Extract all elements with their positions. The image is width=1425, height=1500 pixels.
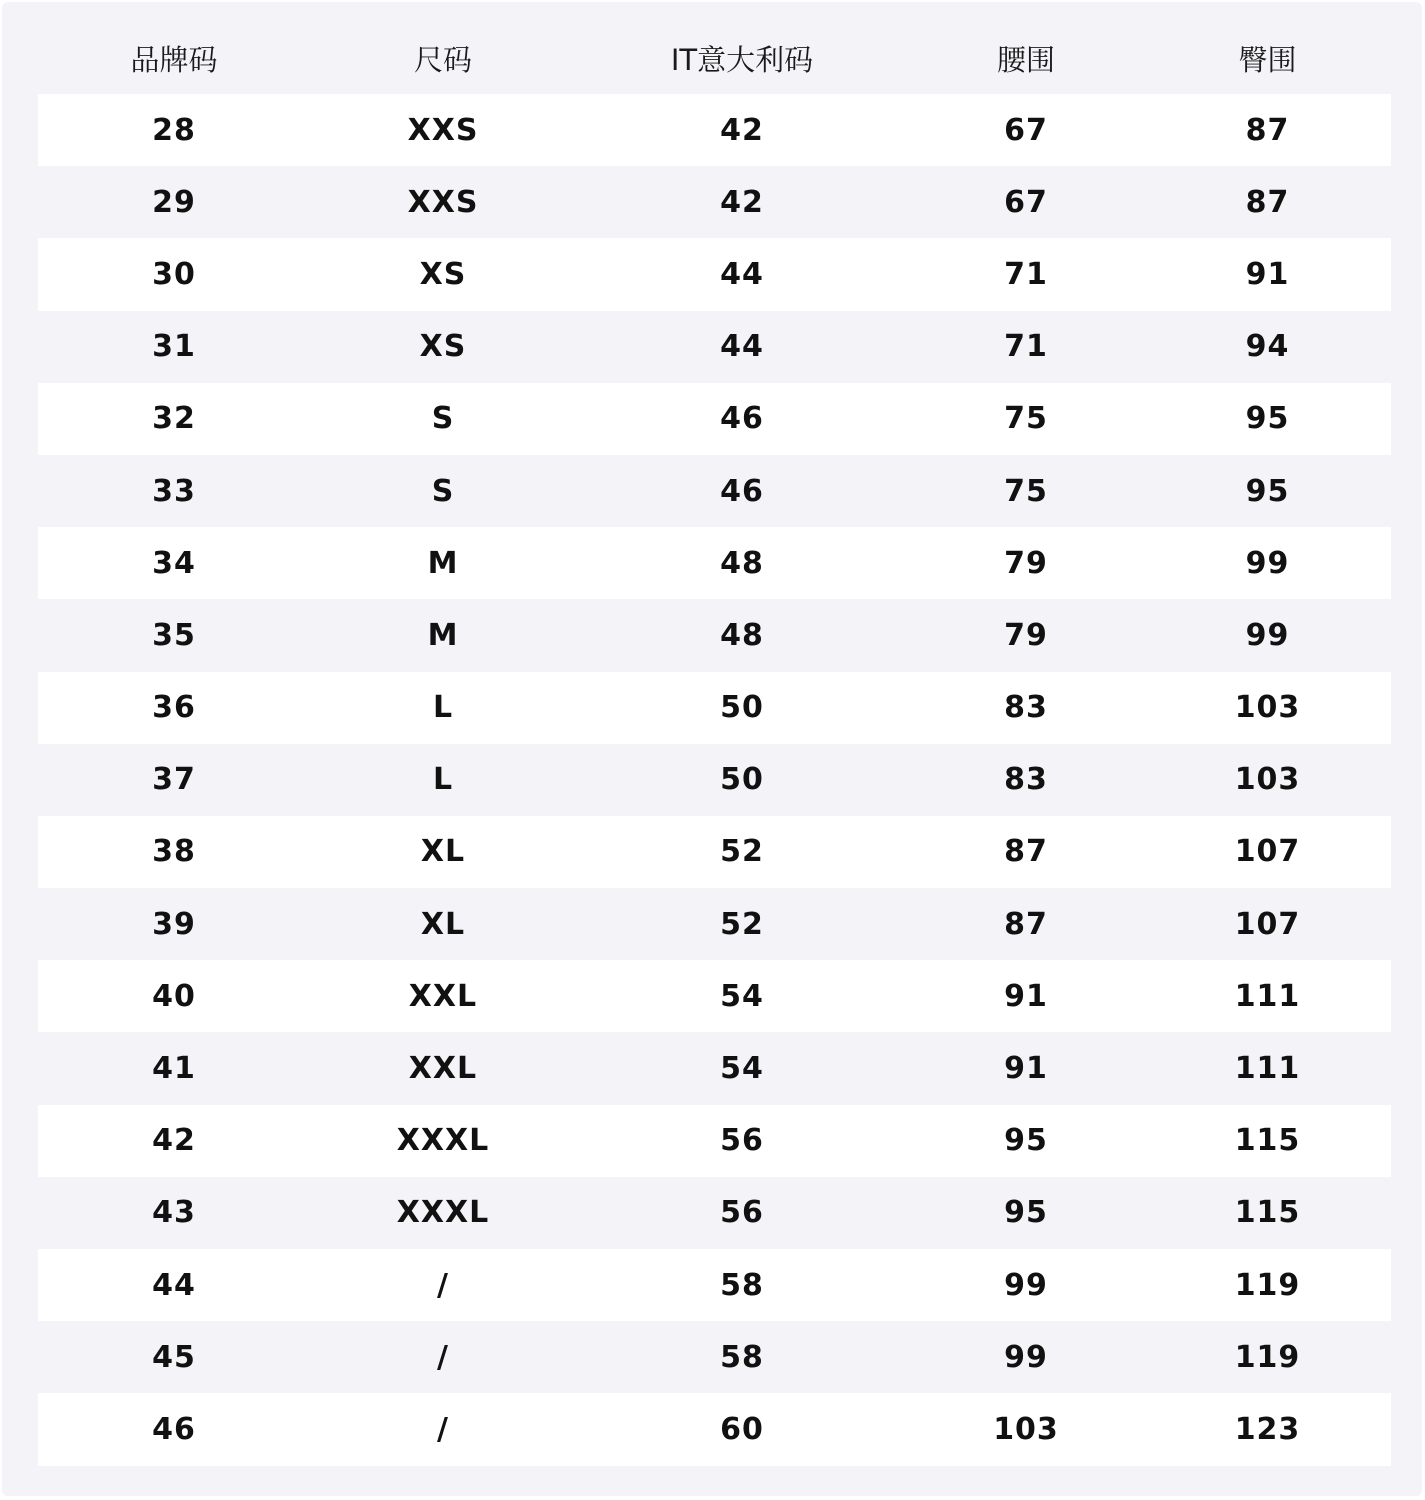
table-row — [38, 816, 1391, 888]
cell-size: S — [431, 473, 455, 509]
cell-size: L — [432, 762, 454, 798]
cell-waist: 79 — [1004, 617, 1048, 653]
cell-it-size: 56 — [720, 1195, 764, 1231]
size-chart-panel — [2, 2, 1422, 1496]
cell-it-size: 54 — [720, 978, 764, 1014]
cell-waist: 95 — [1004, 1195, 1048, 1231]
cell-hip: 87 — [1245, 184, 1290, 220]
cell-it-size: 50 — [720, 762, 764, 798]
cell-size: / — [437, 1411, 449, 1447]
cell-hip: 123 — [1234, 1411, 1301, 1447]
cell-brand-size: 39 — [152, 906, 196, 942]
size-chart-table — [38, 22, 1391, 1466]
cell-hip: 107 — [1234, 834, 1301, 870]
cell-brand-size: 37 — [152, 762, 196, 798]
cell-size: XXXL — [396, 1123, 490, 1159]
cell-it-size: 48 — [720, 545, 764, 581]
header-size: 尺码 — [413, 42, 472, 77]
cell-hip: 95 — [1245, 401, 1290, 437]
cell-hip: 103 — [1234, 690, 1301, 726]
cell-hip: 115 — [1234, 1123, 1301, 1159]
cell-hip: 87 — [1245, 112, 1290, 148]
cell-size: S — [431, 401, 455, 437]
header-hip: 臀围 — [1238, 42, 1297, 77]
cell-it-size: 52 — [720, 834, 764, 870]
cell-it-size: 46 — [720, 473, 764, 509]
cell-brand-size: 32 — [152, 401, 196, 437]
cell-it-size: 44 — [720, 256, 764, 292]
table-row — [38, 383, 1391, 455]
cell-hip: 111 — [1234, 1051, 1301, 1087]
table-row — [38, 455, 1391, 527]
cell-it-size: 44 — [720, 329, 764, 365]
cell-size: XXL — [408, 978, 478, 1014]
cell-brand-size: 35 — [152, 617, 196, 653]
table-row — [38, 672, 1391, 744]
cell-brand-size: 44 — [152, 1267, 196, 1303]
cell-waist: 67 — [1004, 112, 1048, 148]
cell-it-size: 60 — [720, 1411, 764, 1447]
cell-hip: 115 — [1234, 1195, 1301, 1231]
cell-brand-size: 36 — [152, 690, 196, 726]
cell-waist: 75 — [1004, 473, 1048, 509]
cell-brand-size: 34 — [152, 545, 196, 581]
cell-hip: 111 — [1234, 978, 1301, 1014]
cell-hip: 119 — [1234, 1339, 1301, 1375]
cell-waist: 75 — [1004, 401, 1048, 437]
cell-it-size: 46 — [720, 401, 764, 437]
cell-it-size: 54 — [720, 1051, 764, 1087]
cell-waist: 83 — [1004, 690, 1048, 726]
table-row — [38, 1393, 1391, 1465]
table-row — [38, 238, 1391, 310]
table-row — [38, 311, 1391, 383]
table-row — [38, 1249, 1391, 1321]
table-row — [38, 744, 1391, 816]
cell-size: M — [427, 545, 459, 581]
cell-brand-size: 29 — [152, 184, 196, 220]
header-waist: 腰围 — [996, 42, 1055, 77]
cell-size: XXXL — [396, 1195, 490, 1231]
cell-size: M — [427, 617, 459, 653]
cell-size: XXS — [407, 184, 479, 220]
cell-size: XL — [420, 834, 466, 870]
cell-size: XS — [419, 329, 467, 365]
table-row — [38, 1105, 1391, 1177]
cell-waist: 79 — [1004, 545, 1048, 581]
cell-it-size: 42 — [720, 112, 764, 148]
table-row — [38, 599, 1391, 671]
cell-waist: 87 — [1004, 834, 1048, 870]
table-row — [38, 527, 1391, 599]
cell-size: / — [437, 1267, 449, 1303]
cell-waist: 95 — [1004, 1123, 1048, 1159]
cell-brand-size: 46 — [152, 1411, 196, 1447]
cell-waist: 99 — [1004, 1267, 1048, 1303]
cell-brand-size: 45 — [152, 1339, 196, 1375]
header-it-size: IT意大利码 — [670, 42, 814, 77]
cell-it-size: 56 — [720, 1123, 764, 1159]
table-row — [38, 1032, 1391, 1104]
cell-size: L — [432, 690, 454, 726]
table-row — [38, 888, 1391, 960]
cell-size: / — [437, 1339, 449, 1375]
cell-waist: 67 — [1004, 184, 1048, 220]
cell-it-size: 52 — [720, 906, 764, 942]
cell-waist: 87 — [1004, 906, 1048, 942]
cell-brand-size: 42 — [152, 1123, 196, 1159]
cell-size: XXS — [407, 112, 479, 148]
cell-waist: 91 — [1004, 978, 1048, 1014]
cell-waist: 83 — [1004, 762, 1048, 798]
cell-waist: 99 — [1004, 1339, 1048, 1375]
cell-brand-size: 40 — [152, 978, 196, 1014]
cell-brand-size: 31 — [152, 329, 196, 365]
cell-it-size: 42 — [720, 184, 764, 220]
cell-hip: 99 — [1245, 617, 1290, 653]
cell-brand-size: 43 — [152, 1195, 196, 1231]
table-row — [38, 960, 1391, 1032]
cell-brand-size: 38 — [152, 834, 196, 870]
cell-it-size: 50 — [720, 690, 764, 726]
table-body — [38, 94, 1391, 1466]
cell-waist: 71 — [1004, 256, 1048, 292]
cell-size: XXL — [408, 1051, 478, 1087]
cell-waist: 91 — [1004, 1051, 1048, 1087]
table-row — [38, 1321, 1391, 1393]
cell-brand-size: 30 — [152, 256, 196, 292]
cell-size: XS — [419, 256, 467, 292]
cell-hip: 94 — [1245, 329, 1290, 365]
table-header — [38, 22, 1391, 94]
cell-it-size: 58 — [720, 1339, 764, 1375]
cell-hip: 99 — [1245, 545, 1290, 581]
table-row — [38, 166, 1391, 238]
cell-hip: 95 — [1245, 473, 1290, 509]
header-brand-size: 品牌码 — [130, 42, 218, 77]
cell-size: XL — [420, 906, 466, 942]
cell-it-size: 48 — [720, 617, 764, 653]
table-row — [38, 94, 1391, 166]
cell-waist: 71 — [1004, 329, 1048, 365]
cell-it-size: 58 — [720, 1267, 764, 1303]
cell-waist: 103 — [993, 1411, 1059, 1447]
cell-brand-size: 28 — [152, 112, 196, 148]
table-row — [38, 1177, 1391, 1249]
cell-brand-size: 41 — [152, 1051, 196, 1087]
cell-brand-size: 33 — [152, 473, 196, 509]
cell-hip: 119 — [1234, 1267, 1301, 1303]
cell-hip: 91 — [1245, 256, 1290, 292]
cell-hip: 107 — [1234, 906, 1301, 942]
cell-hip: 103 — [1234, 762, 1301, 798]
